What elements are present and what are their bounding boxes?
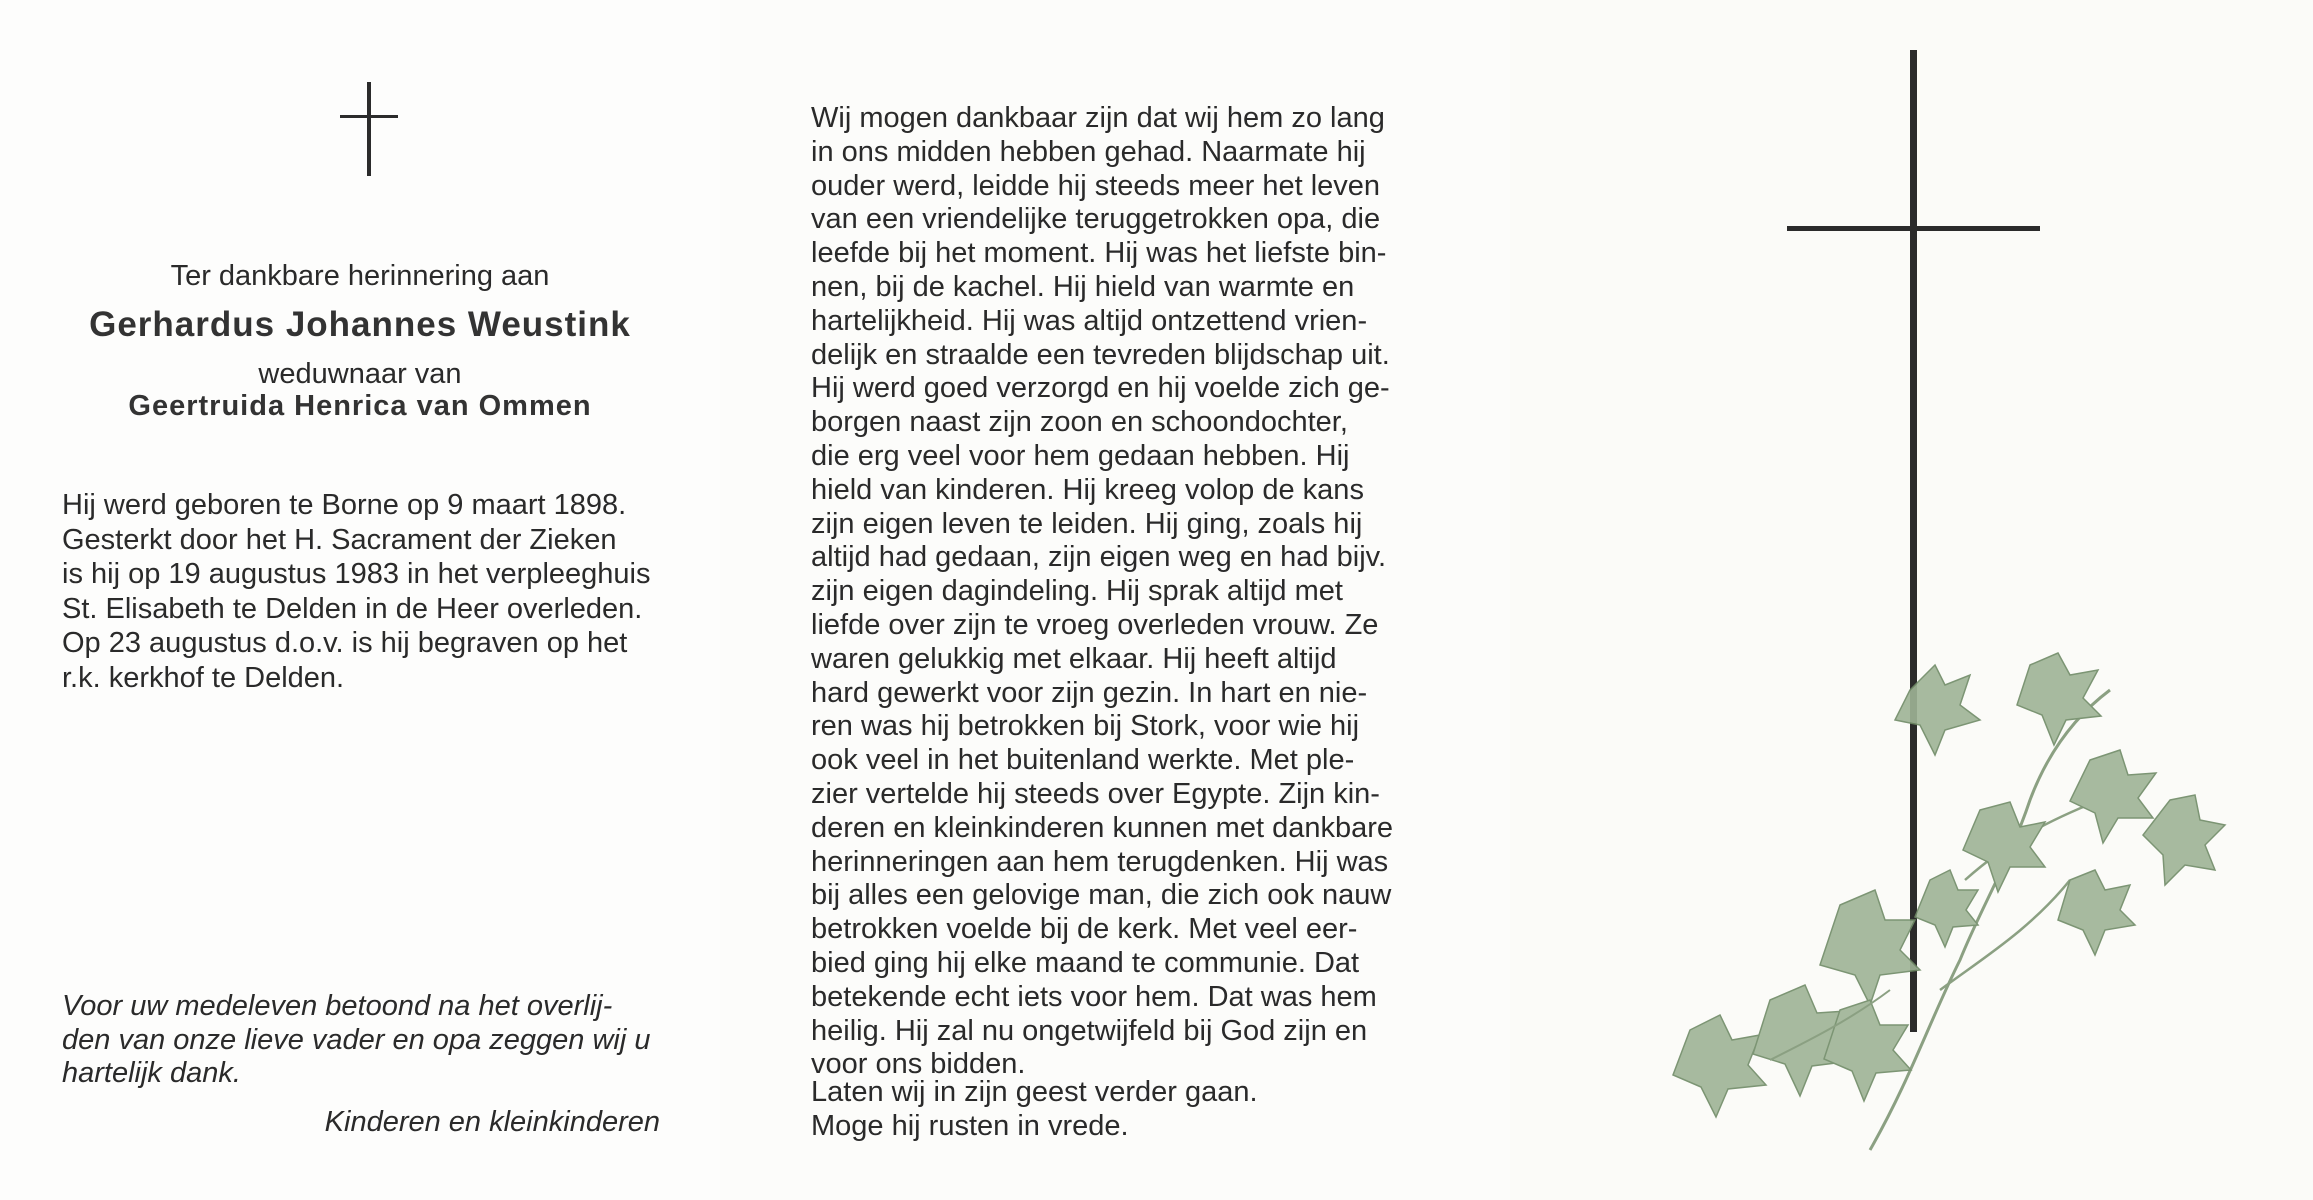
tribute-line: liefde over zijn te vroeg overleden vrouw. Ze (811, 608, 1379, 641)
spouse-name: Geertruida Henrica van Ommen (128, 390, 592, 422)
cross-icon (340, 82, 398, 176)
tribute-line: delijk en straalde een tevreden blijdschap uit. (811, 338, 1390, 371)
tribute-line: bij alles een gelovige man, die zich ook nauw (811, 879, 1392, 912)
thanks-line: hartelijk dank. (62, 1057, 241, 1089)
closing-line: Moge hij rusten in vrede. (811, 1110, 1129, 1142)
tribute-line: herinneringen aan hem terugdenken. Hij was (811, 845, 1389, 878)
bio-line: r.k. kerkhof te Delden. (62, 661, 345, 694)
tribute-line: betekende echt iets voor hem. Dat was hem (811, 980, 1377, 1013)
tribute-line: Wij mogen dankbaar zijn dat wij hem zo lang (811, 102, 1385, 134)
tribute-line: ook veel in het buitenland werkte. Met ple- (811, 744, 1355, 777)
cross-illustration (1510, 0, 2313, 1200)
bio-line: is hij op 19 augustus 1983 in het verpleeghuis (62, 558, 651, 590)
biography-text (62, 488, 674, 695)
middle-panel (720, 0, 1510, 1200)
tribute-line: altijd had gedaan, zijn eigen weg en had bijv. (811, 541, 1387, 574)
tribute-line: hield van kinderen. Hij kreeg volop de kans (811, 473, 1364, 506)
thanks-line: Voor uw medeleven betoond na het overlij- (62, 990, 613, 1022)
tribute-line: hard gewerkt voor zijn gezin. In hart en nie- (811, 676, 1368, 709)
tribute-line: zijn eigen leven te leiden. Hij ging, zoals hij (811, 507, 1363, 540)
deceased-name: Gerhardus Johannes Weustink (89, 305, 631, 344)
bio-line: Gesterkt door het H. Sacrament der Zieken (62, 523, 617, 556)
tribute-line: zijn eigen dagindeling. Hij sprak altijd met (811, 575, 1343, 608)
ivy-leaves-icon (1673, 653, 2225, 1150)
tribute-line: heilig. Hij zal nu ongetwijfeld bij God zijn en (811, 1014, 1368, 1047)
bio-line: Hij werd geboren te Borne op 9 maart 1898. (62, 489, 627, 521)
tribute-line: ren was hij betrokken bij Stork, voor wie hij (811, 710, 1360, 743)
tribute-text (811, 102, 1411, 1082)
tribute-line: voor ons bidden. (811, 1048, 1026, 1081)
tribute-line: hartelijkheid. Hij was altijd ontzettend vrien- (811, 304, 1368, 337)
tribute-line: bied ging hij elke maand te communie. Dat (811, 946, 1360, 979)
bio-line: St. Elisabeth te Delden in de Heer overleden. (62, 592, 643, 625)
right-panel (1510, 0, 2313, 1200)
tribute-line: ouder werd, leidde hij steeds meer het leven (811, 169, 1381, 202)
tribute-line: in ons midden hebben gehad. Naarmate hij (811, 135, 1366, 168)
closing-text (811, 1075, 1411, 1143)
tribute-line: deren en kleinkinderen kunnen met dankbare (811, 811, 1394, 844)
tribute-line: van een vriendelijke teruggetrokken opa, die (811, 203, 1381, 236)
tribute-line: Hij werd goed verzorgd en hij voelde zich ge- (811, 372, 1390, 405)
intro-text: Ter dankbare herinnering aan (170, 260, 550, 292)
tribute-line: leefde bij het moment. Hij was het liefste bin- (811, 237, 1387, 270)
tribute-line: borgen naast zijn zoon en schoondochter, (811, 406, 1348, 439)
tribute-line: betrokken voelde bij de kerk. Met veel eer- (811, 913, 1358, 946)
signature-text: Kinderen en kleinkinderen (324, 1106, 660, 1138)
thanks-line: den van onze lieve vader en opa zeggen wij u (62, 1023, 651, 1056)
tribute-line: nen, bij de kachel. Hij hield van warmte en (811, 270, 1355, 303)
thanks-text (62, 990, 674, 1091)
tribute-line: die erg veel voor hem gedaan hebben. Hij (811, 439, 1350, 472)
left-panel (0, 0, 720, 1200)
tribute-line: zier vertelde hij steeds over Egypte. Zijn kin- (811, 777, 1380, 810)
tribute-line: waren gelukkig met elkaar. Hij heeft altijd (811, 642, 1337, 675)
bio-line: Op 23 augustus d.o.v. is hij begraven op het (62, 627, 628, 659)
relation-text: weduwnaar van (258, 358, 462, 390)
closing-line: Laten wij in zijn geest verder gaan. (811, 1076, 1258, 1108)
